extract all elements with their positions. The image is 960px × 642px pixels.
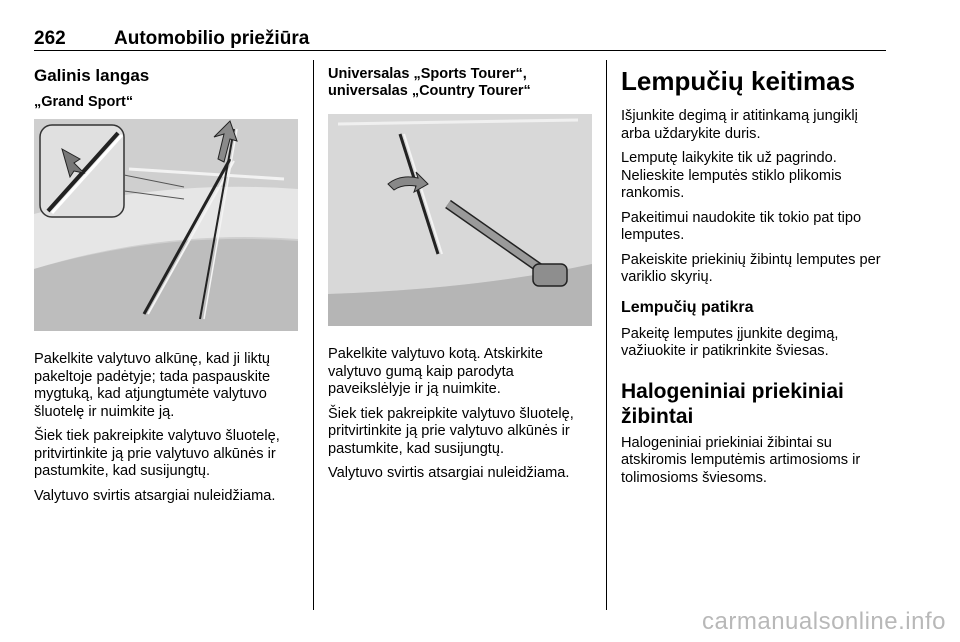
column-rear-window-tourer [328,66,594,490]
subheading-sports-tourer [328,66,594,100]
illustration-grand-sport-wiper [34,119,298,331]
watermark: carmanualsonline.info [702,608,946,635]
paragraph-2: Lemputę laikykite tik už pagrindo. Nelieskite lemputės stiklo plikomis rankomis. [621,150,842,201]
section-heading-bulb-replacement: Lempučių keitimas [621,66,856,96]
subheading-line-2: universalas „Country Tourer“ [328,83,531,99]
paragraph-2: Šiek tiek pakreipkite valytuvo šluotelę, pritvirtinkite ją prie valytuvo alkūnės ir pastumkite, kad susijungtų. [328,405,574,457]
column-rear-window-grand-sport [34,66,300,512]
paragraph-4: Pakeiskite priekinių žibintų lemputes per variklio skyrių. [621,251,881,285]
page-title: Automobilio priežiūra [114,28,310,49]
column-bulb-replacement [621,66,891,494]
heading-line-2: žibintai [621,404,694,428]
column-divider-2 [606,60,607,610]
column-divider-1 [313,60,314,610]
paragraph-1: Išjunkite degimą ir atitinkamą jungiklį arba uždarykite duris. [621,108,858,142]
wiper-illustration-2 [328,114,592,326]
paragraph-2: Šiek tiek pakreipkite valytuvo šluotelę, pritvirtinkite ją prie valytuvo alkūnės ir pastumkite, kad susijungtų. [34,428,280,479]
paragraph-3: Valytuvo svirtis atsargiai nuleidžiama. [328,465,570,481]
subheading-bulb-check: Lempučių patikra [621,298,754,316]
subheading-grand-sport: „Grand Sport“ [34,94,134,110]
page-header [34,26,886,51]
wiper-illustration-1 [34,119,298,331]
paragraph-3: Valytuvo svirtis atsargiai nuleidžiama. [34,487,276,504]
paragraph-1: Pakelkite valytuvo alkūnę, kad ji liktų pakeltoje padėtyje; tada paspauskite mygtuką, kad atjungtumėte valytuvo šluotelę ir nuimkite ją. [34,351,271,420]
subheading-line-1: Universalas „Sports Tourer“, [328,66,527,82]
paragraph-halogen: Halogeniniai priekiniai žibintai su atskiromis lemputėmis artimosioms ir tolimosioms šviesoms. [621,434,861,486]
paragraph-1: Pakelkite valytuvo kotą. Atskirkite valytuvo gumą kaip parodyta paveikslėlyje ir ją nuimkite. [328,346,543,397]
section-heading-halogen [621,379,891,429]
section-heading-rear-window: Galinis langas [34,66,150,85]
heading-line-1: Halogeniniai priekiniai [621,379,844,403]
paragraph-check: Pakeitę lemputes įjunkite degimą, važiuokite ir patikrinkite šviesas. [621,325,839,359]
illustration-tourer-wiper [328,114,592,326]
page-number: 262 [34,28,66,49]
paragraph-3: Pakeitimui naudokite tik tokio pat tipo lemputes. [621,209,862,243]
